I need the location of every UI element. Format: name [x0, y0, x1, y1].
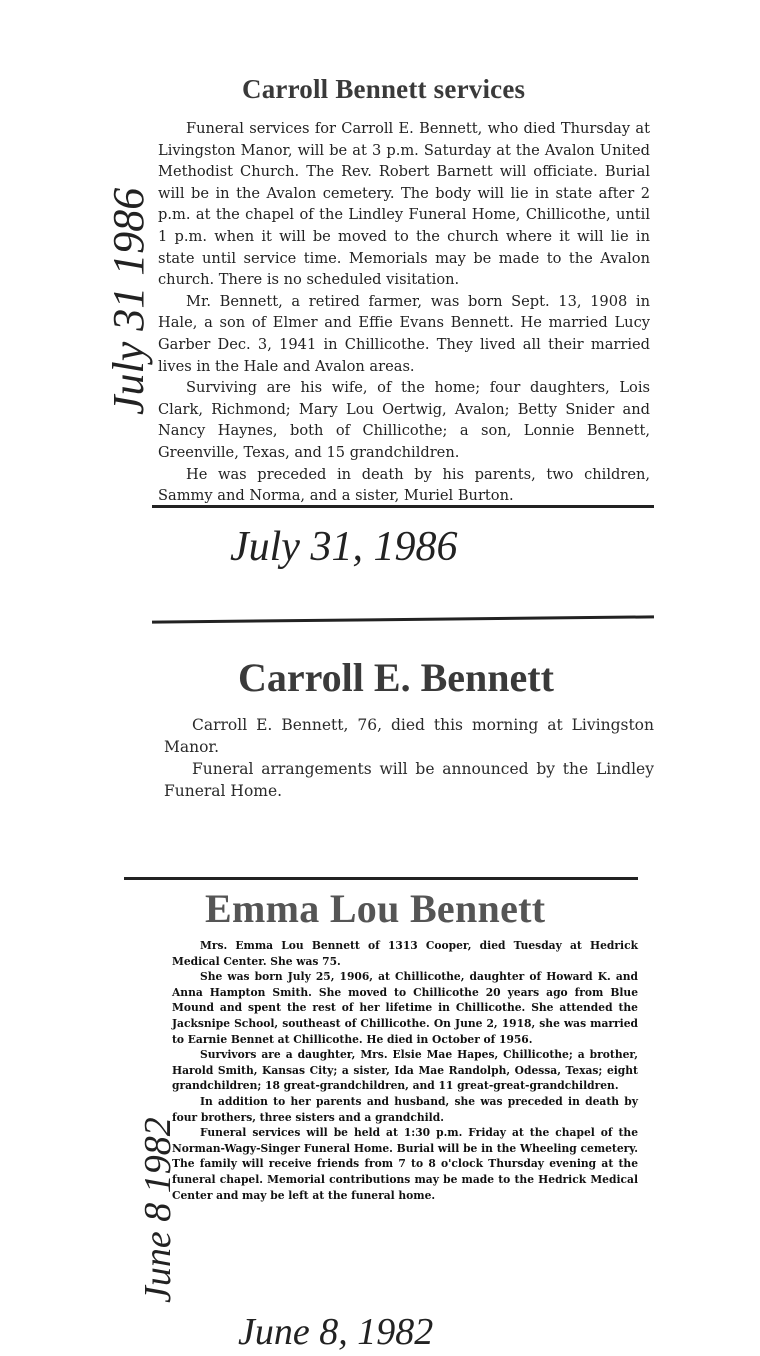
column-rule: [152, 615, 654, 623]
article-body: [164, 714, 654, 802]
paragraph: She was born July 25, 1906, at Chillicothe, daughter of Howard K. and Anna Hampton Smith. She moved to Chillicothe 20 years ago from Blue Mound and spent the rest of her lifetime in Chillicothe. She attended the Jacksnipe School, southeast of Chillicothe. On June 2, 1918, she was married to Earnie Bennet at Chillicothe. He died in October of 1956.: [172, 970, 638, 1046]
column-rule: [152, 505, 654, 508]
article-body: [172, 938, 638, 1203]
headline: Carroll Bennett services: [242, 74, 526, 104]
paragraph: Carroll E. Bennett, 76, died this morning at Livingston Manor.: [164, 716, 654, 756]
paragraph: In addition to her parents and husband, she was preceded in death by four brothers, three sisters and a grandchild.: [172, 1094, 638, 1124]
handwritten-vertical-date: July 31 1986: [104, 187, 153, 415]
article-body: [158, 118, 650, 507]
paragraph: He was preceded in death by his parents, two children, Sammy and Norma, and a sister, Muriel Burton.: [158, 465, 650, 505]
headline: Carroll E. Bennett: [238, 655, 554, 700]
paragraph: Survivors are a daughter, Mrs. Elsie Mae Hapes, Chillicothe; a brother, Harold Smith, Kansas City; a sister, Ida Mae Randolph, Odessa, Texas; eight grandchildren; 18 great-grandchildren, and 11 great-great-grandchildren.: [172, 1048, 638, 1093]
handwritten-date: July 31, 1986: [230, 524, 458, 570]
handwritten-date: June 8, 1982: [238, 1311, 434, 1353]
handwritten-vertical-date: June 8 1982: [137, 1117, 179, 1303]
headline: Emma Lou Bennett: [205, 886, 546, 931]
paragraph: Funeral arrangements will be announced by the Lindley Funeral Home.: [164, 760, 654, 800]
paragraph: Mr. Bennett, a retired farmer, was born Sept. 13, 1908 in Hale, a son of Elmer and Effie Evans Bennett. He married Lucy Garber Dec. 3, 1941 in Chillicothe. They lived all their married lives in the Hale and Avalon areas.: [158, 292, 650, 375]
column-rule: [124, 877, 638, 880]
paragraph: Surviving are his wife, of the home; four daughters, Lois Clark, Richmond; Mary Lou Oertwig, Avalon; Betty Snider and Nancy Haynes, both of Chillicothe; a son, Lonnie Bennett, Greenville, Texas, and 15 grandchildren.: [158, 379, 650, 461]
paragraph: Mrs. Emma Lou Bennett of 1313 Cooper, died Tuesday at Hedrick Medical Center. She was 75.: [172, 939, 638, 968]
paragraph: Funeral services will be held at 1:30 p.m. Friday at the chapel of the Norman-Wagy-Singer Funeral Home. Burial will be in the Wheeling cemetery. The family will receive friends from 7 to 8 o'clock Thursday evening at the funeral chapel. Memorial contributions may be made to the Hedrick Medical Center and may be left at the funeral home.: [172, 1126, 638, 1202]
paragraph: Funeral services for Carroll E. Bennett, who died Thursday at Livingston Manor, will be at 3 p.m. Saturday at the Avalon United Methodist Church. The Rev. Robert Barnett will officiate. Burial will be in the Avalon cemetery. The body will lie in state after 2 p.m. at the chapel of the Lindley Funeral Home, Chillicothe, until 1 p.m. when it will be moved to the church where it will lie in state until service time. Memorials may be made to the Avalon church. There is no scheduled visitation.: [158, 120, 650, 289]
